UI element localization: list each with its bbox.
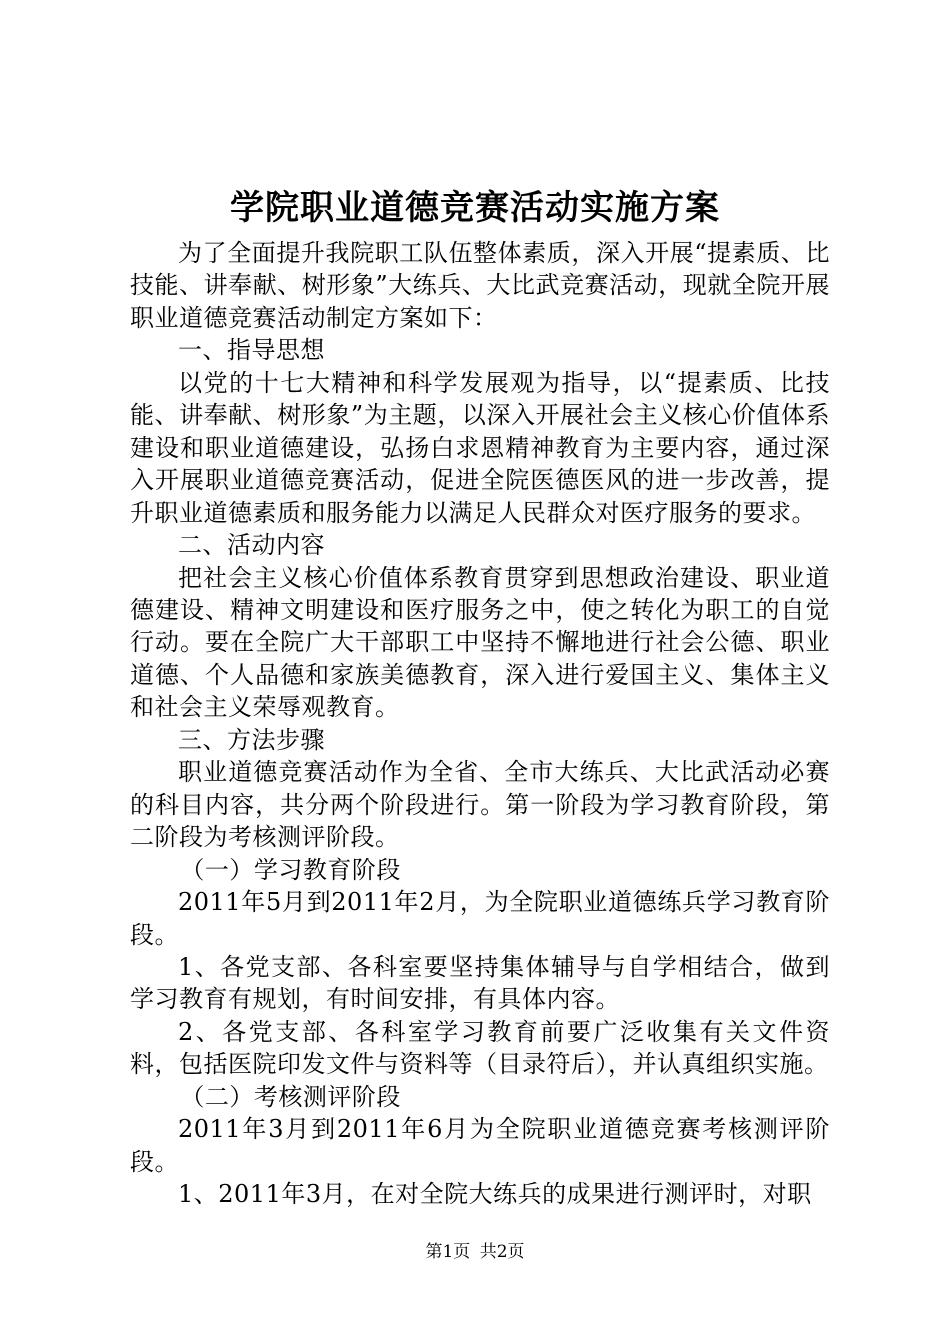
paragraph-assessment-item-1: 1、2011年3月，在对全院大练兵的成果进行测评时，对职: [178, 1180, 812, 1209]
subheading-study-stage: （一）学习教育阶段: [180, 855, 401, 884]
paragraph-study-item-1: 1、各党支部、各科室要坚持集体辅导与自学相结合，做到学习教育有规划，有时间安排，有具体内容。: [130, 952, 830, 1014]
heading-activity-content: 二、活动内容: [178, 531, 325, 560]
document-title: 学院职业道德竞赛活动实施方案: [230, 188, 720, 228]
heading-guiding-thought: 一、指导思想: [178, 336, 325, 365]
heading-method-steps: 三、方法步骤: [178, 725, 325, 754]
document-body: [130, 237, 830, 1211]
page-footer: [0, 1240, 950, 1264]
paragraph-assessment-dates: 2011年3月到2011年6月为全院职业道德竞赛考核测评阶段。: [130, 1115, 830, 1176]
page-total: 共2页: [479, 1242, 525, 1262]
subheading-assessment-stage: （二）考核测评阶段: [180, 1082, 401, 1111]
paragraph-activity-content: 把社会主义核心价值体系教育贯穿到思想政治建设、职业道德建设、精神文明建设和医疗服务之中，使之转化为职工的自觉行动。要在全院广大干部职工中坚持不懈地进行社会公德、职业道德、个人品德和家族美德教育，深入进行爱国主义、集体主义和社会主义荣辱观教育。: [130, 563, 830, 722]
paragraph-study-stage-dates: 2011年5月到2011年2月，为全院职业道德练兵学习教育阶段。: [130, 888, 830, 949]
page-number: 第1页: [425, 1242, 471, 1262]
paragraph-study-item-2: 2、各党支部、各科室学习教育前要广泛收集有关文件资料，包括医院印发文件与资料等（目录符后），并认真组织实施。: [130, 1017, 830, 1079]
paragraph-intro: 为了全面提升我院职工队伍整体素质，深入开展“提素质、比技能、讲奉献、树形象”大练兵、大比武竞赛活动，现就全院开展职业道德竞赛活动制定方案如下：: [130, 239, 830, 332]
paragraph-method-steps: 职业道德竞赛活动作为全省、全市大练兵、大比武活动必赛的科目内容，共分两个阶段进行。第一阶段为学习教育阶段，第二阶段为考核测评阶段。: [130, 758, 830, 852]
paragraph-guiding-thought: 以党的十七大精神和科学发展观为指导，以“提素质、比技能、讲奉献、树形象”为主题，以深入开展社会主义核心价值体系建设和职业道德建设，弘扬白求恩精神教育为主要内容，通过深入开展职业道德竞赛活动，促进全院医德医风的进一步改善，提升职业道德素质和服务能力以满足人民群众对医疗服务的要求。: [130, 368, 830, 527]
